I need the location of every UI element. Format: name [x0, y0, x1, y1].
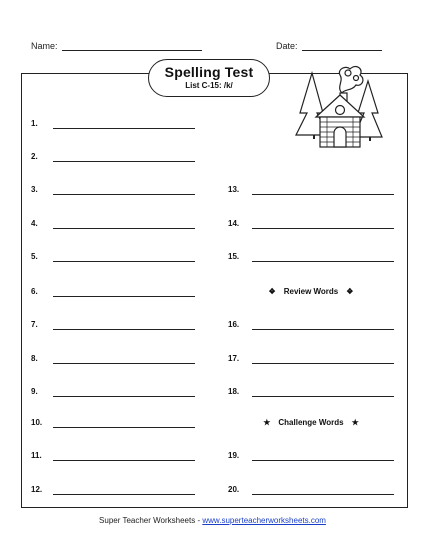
list-subtitle: List C-15: /k/: [185, 81, 233, 90]
item-number: 2.: [31, 152, 38, 161]
date-label: Date:: [276, 41, 298, 51]
item-number: 16.: [228, 320, 240, 329]
item-number: 6.: [31, 287, 38, 296]
item-number: 8.: [31, 354, 38, 363]
item-number: 19.: [228, 451, 240, 460]
date-line[interactable]: [302, 41, 382, 51]
item-number: 9.: [31, 387, 38, 396]
challenge-words-heading: [228, 418, 394, 427]
footer-link[interactable]: www.superteacherworksheets.com: [202, 516, 326, 525]
diamond-icon: ❖: [346, 287, 354, 296]
item-number: 11.: [31, 451, 42, 460]
title-badge: [148, 59, 270, 97]
item-number: 18.: [228, 387, 240, 396]
footer-text: Super Teacher Worksheets -: [99, 516, 203, 525]
name-label: Name:: [31, 41, 58, 51]
item-number: 7.: [31, 320, 38, 329]
item-number: 10.: [31, 418, 43, 427]
star-icon: ★: [263, 418, 271, 427]
item-number: 13.: [228, 185, 240, 194]
answer-line[interactable]: [252, 261, 394, 262]
answer-line[interactable]: [53, 161, 195, 162]
item-number: 3.: [31, 185, 38, 194]
page-title: Spelling Test: [164, 64, 254, 80]
answer-line[interactable]: [252, 396, 394, 397]
answer-line[interactable]: [252, 494, 394, 495]
answer-line[interactable]: [53, 296, 195, 297]
door-icon: [334, 127, 346, 147]
answer-line[interactable]: [252, 363, 394, 364]
answer-line[interactable]: [53, 494, 195, 495]
item-number: 4.: [31, 219, 38, 228]
answer-line[interactable]: [252, 194, 394, 195]
answer-line[interactable]: [53, 427, 195, 428]
name-field: [31, 41, 202, 51]
date-field: [276, 41, 382, 51]
answer-line[interactable]: [53, 329, 195, 330]
item-number: 20.: [228, 485, 240, 494]
item-number: 15.: [228, 252, 240, 261]
answer-line[interactable]: [53, 363, 195, 364]
review-words-label: Review Words: [283, 287, 339, 296]
answer-line[interactable]: [252, 329, 394, 330]
name-line[interactable]: [62, 41, 202, 51]
answer-line[interactable]: [53, 460, 195, 461]
cabin-illustration: [290, 55, 390, 155]
item-number: 5.: [31, 252, 38, 261]
answer-line[interactable]: [53, 194, 195, 195]
answer-line[interactable]: [53, 261, 195, 262]
answer-line[interactable]: [53, 396, 195, 397]
item-number: 14.: [228, 219, 240, 228]
chimney-smoke-icon: [339, 67, 363, 93]
item-number: 17.: [228, 354, 240, 363]
diamond-icon: ❖: [268, 287, 276, 296]
answer-line[interactable]: [252, 460, 394, 461]
review-words-heading: [228, 287, 394, 296]
answer-line[interactable]: [53, 128, 195, 129]
item-number: 12.: [31, 485, 43, 494]
footer: [0, 516, 425, 525]
answer-line[interactable]: [252, 228, 394, 229]
item-number: 1.: [31, 119, 38, 128]
star-icon: ★: [351, 418, 359, 427]
challenge-words-label: Challenge Words: [278, 418, 344, 427]
answer-line[interactable]: [53, 228, 195, 229]
